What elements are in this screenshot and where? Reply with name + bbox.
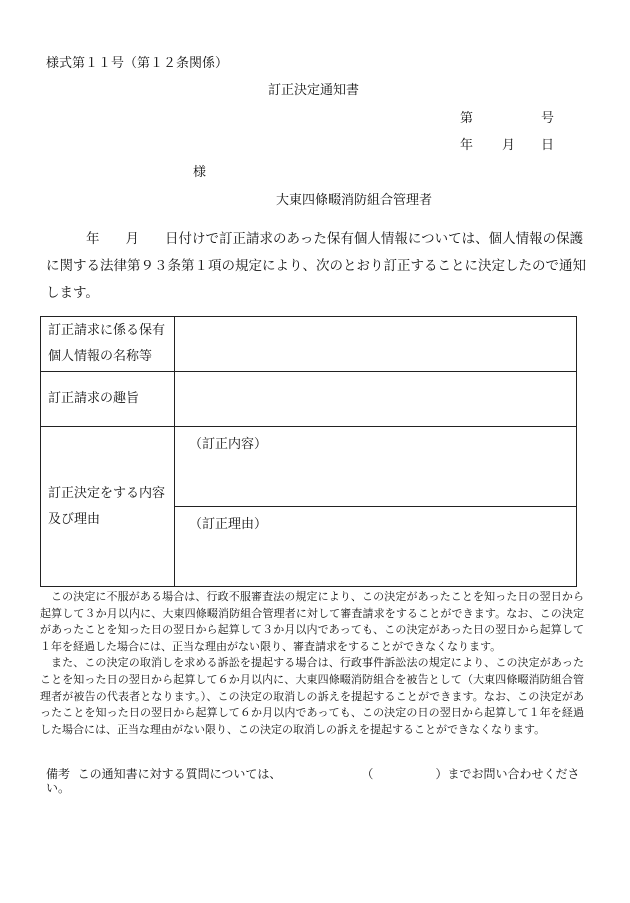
table-row [41,427,577,507]
body-paragraph [46,226,586,307]
body-month: 月 [125,231,139,247]
body-text: 日付けで訂正請求のあった保有個人情報については、個人情報の保護に関する法律第９３条第１項の規定により、次のとおり訂正することに決定したので通知します。 [46,231,586,301]
remark [46,767,586,795]
date-day: 日 [541,138,555,153]
remark-label: 備考 [46,767,71,781]
remark-paren-close: ） [435,767,448,781]
date-year: 年 [460,138,474,153]
table-row [41,317,577,372]
addressee-honorific: 様 [193,165,207,180]
remark-paren-open: （ [361,767,374,781]
row-label-info-name: 訂正請求に係る保有 個人情報の名称等 [41,317,175,372]
correction-content-cell[interactable] [175,427,577,507]
row-label-request-purpose: 訂正請求の趣旨 [41,372,175,427]
decision-table [40,316,577,587]
doc-number-prefix: 第 [460,111,474,126]
correction-reason-label: （訂正理由） [189,517,268,532]
table-row [41,372,577,427]
date-month: 月 [502,138,516,153]
body-year: 年 [86,231,100,247]
correction-content-label: （訂正内容） [189,437,268,452]
correction-reason-cell[interactable] [175,507,577,587]
appeal-notes [40,589,584,738]
issuer-name: 大東四條畷消防組合管理者 [276,193,433,208]
note-review-request: この決定に不服がある場合は、行政不服審査法の規定により、この決定があったことを知った日の翌日から起算して３か月以内に、大東四條畷消防組合管理者に対して審査請求をすることができます。なお、この決定があったことを知った日の翌日から起算して３か月以内であっても、この決定があった日の翌日から起算して１年を経過した場合には、正当な理由がない限り、審査請求をすることができなくなります。 [40,590,584,653]
remark-text-2: までお問い合わせください。 [46,767,580,795]
form-number: 様式第１１号（第１２条関係） [46,56,229,71]
remark-text-1: この通知書に対する質問については、 [77,767,282,781]
note-lawsuit: また、この決定の取消しを求める訴訟を提起する場合は、行政事件訴訟法の規定により、この決定があったことを知った日の翌日から起算して６か月以内に、大東四條畷消防組合を被告として（大東四條畷消防組合管理者が被告の代表者となります。）、この決定の取消しの訴えを提起することができます。なお、この決定があったことを知った日の翌日から起算して６か月以内であっても、この決定の日の翌日から起算して１年を経過した場合には、正当な理由がない限り、この決定の取消しの訴えを提起することができなくなります。 [40,656,584,736]
request-purpose-cell[interactable] [175,372,577,427]
document-title: 訂正決定通知書 [268,83,360,98]
row-label-decision: 訂正決定をする内容 及び理由 [41,427,175,587]
info-name-cell[interactable] [175,317,577,372]
doc-number-suffix: 号 [541,111,555,126]
